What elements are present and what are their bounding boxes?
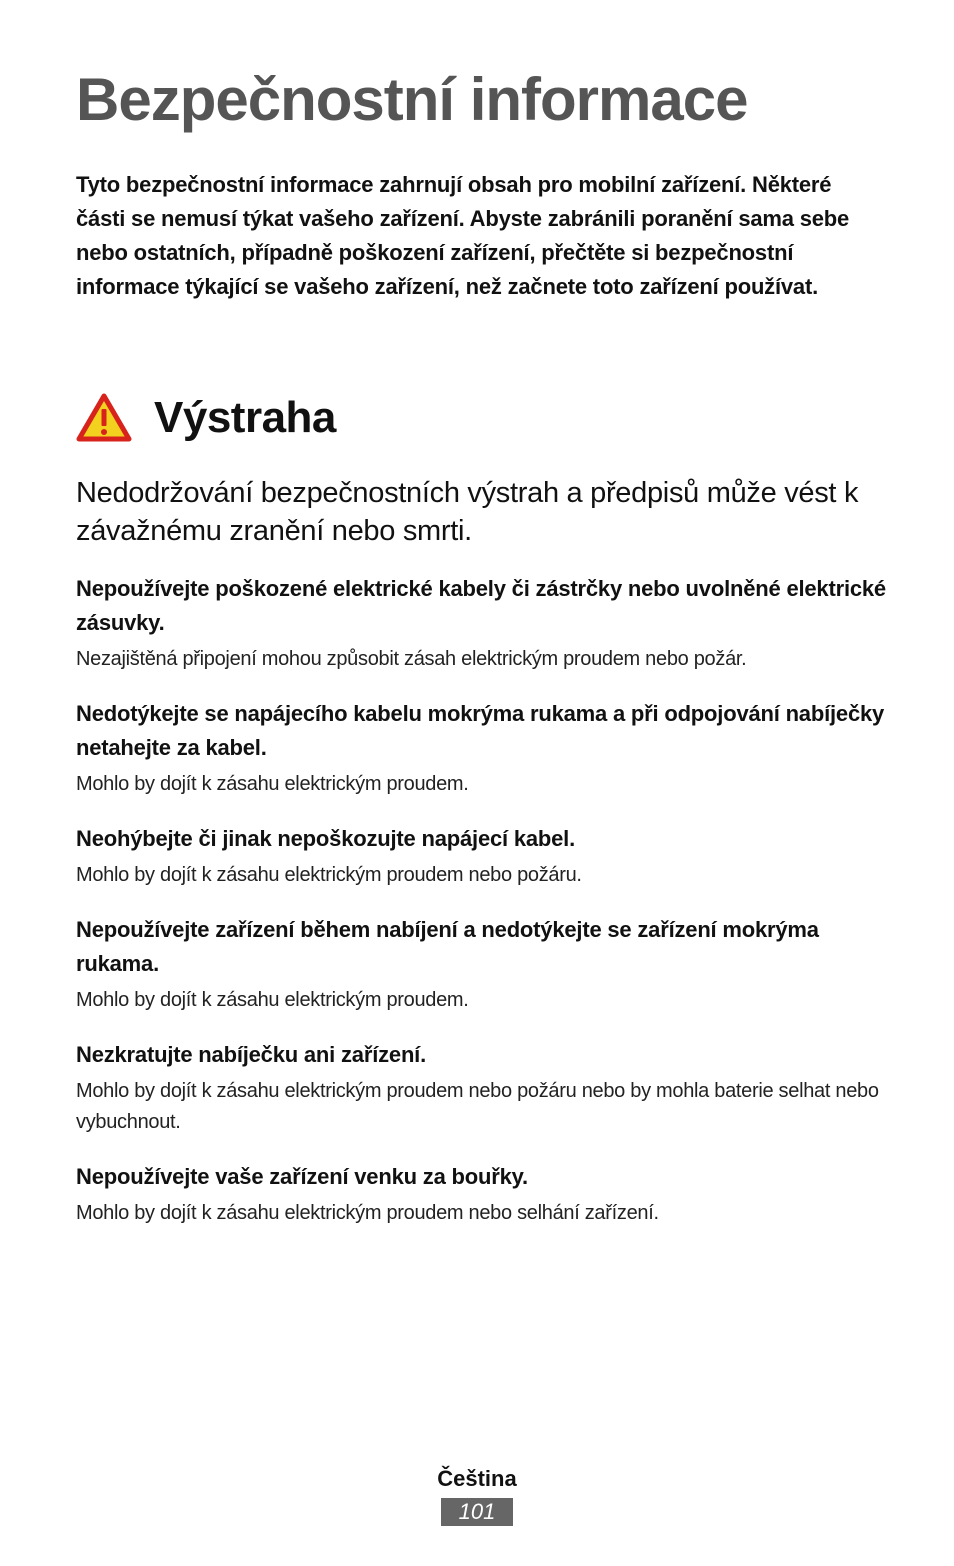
list-item (76, 1160, 886, 1229)
item-description: Mohlo by dojít k zásahu elektrickým proudem. (76, 773, 469, 795)
warning-items-list (76, 572, 886, 1229)
list-item (76, 572, 886, 675)
item-title: Nepoužívejte poškozené elektrické kabely či zástrčky nebo uvolněné elektrické zásuvky. (76, 576, 886, 635)
item-title: Nepoužívejte vaše zařízení venku za bouřky. (76, 1164, 528, 1189)
item-description: Mohlo by dojít k zásahu elektrickým proudem nebo požáru. (76, 864, 582, 886)
item-title: Neohýbejte či jinak nepoškozujte napájecí kabel. (76, 826, 576, 851)
warning-title: Výstraha (154, 393, 336, 442)
list-item (76, 822, 886, 891)
list-item (76, 697, 886, 800)
item-title: Nepoužívejte zařízení během nabíjení a nedotýkejte se zařízení mokrýma rukama. (76, 917, 819, 976)
intro-paragraph: Tyto bezpečnostní informace zahrnují obsah pro mobilní zařízení. Některé části se nemusí týkat vašeho zařízení. Abyste zabránili poranění sama sebe nebo ostatních, případně poškození zařízení, přečtěte si bezpečnostní informace týkající se vašeho zařízení, než začnete toto zařízení používat. (76, 172, 850, 299)
item-description: Mohlo by dojít k zásahu elektrickým proudem nebo selhání zařízení. (76, 1202, 659, 1224)
page-title: Bezpečnostní informace (76, 66, 748, 133)
item-title: Nedotýkejte se napájecího kabelu mokrýma rukama a při odpojování nabíječky netahejte za kabel. (76, 701, 885, 760)
document-page (76, 60, 886, 1251)
list-item (76, 1038, 886, 1138)
warning-subtitle: Nedodržování bezpečnostních výstrah a předpisů může vést k závažnému zranění nebo smrti. (76, 477, 859, 547)
footer-language: Čeština (437, 1466, 517, 1491)
item-description: Nezajištěná připojení mohou způsobit zásah elektrickým proudem nebo požár. (76, 648, 747, 670)
warning-heading (76, 388, 886, 448)
item-description: Mohlo by dojít k zásahu elektrickým proudem nebo požáru nebo by mohla baterie selhat nebo vybuchnout. (76, 1080, 879, 1133)
item-title: Nezkratujte nabíječku ani zařízení. (76, 1042, 427, 1067)
item-description: Mohlo by dojít k zásahu elektrickým proudem. (76, 989, 469, 1011)
warning-triangle-icon (76, 393, 132, 443)
page-footer (0, 1462, 954, 1526)
page-number-badge: 101 (441, 1498, 513, 1526)
list-item (76, 913, 886, 1016)
